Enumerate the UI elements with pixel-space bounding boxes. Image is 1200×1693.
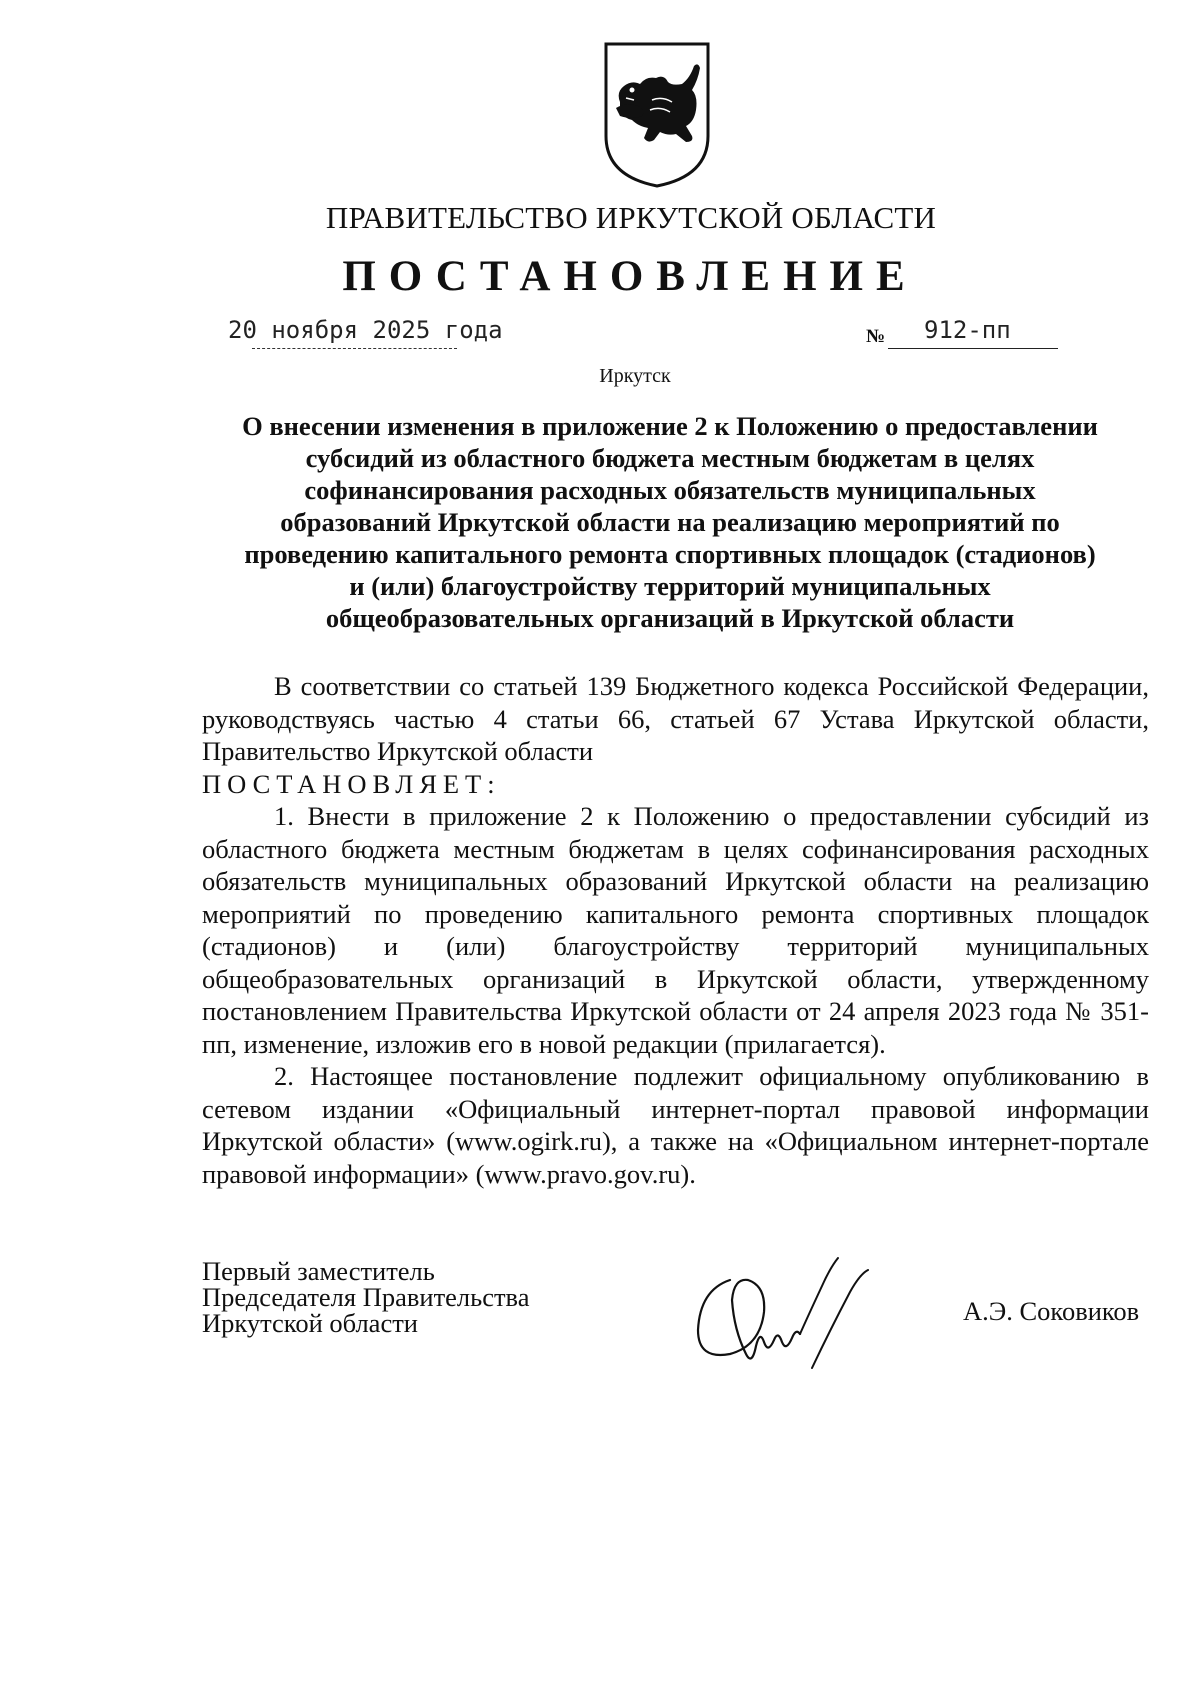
signer-name: А.Э. Соковиков	[963, 1296, 1140, 1326]
title-line: проведению капитального ремонта спортивных площадок (стадионов)	[244, 539, 1096, 569]
signatory-position-line: Иркутской области	[202, 1308, 418, 1338]
signatory-position-line: Первый заместитель	[202, 1256, 435, 1286]
handwritten-signature-icon	[690, 1250, 910, 1380]
number-underline	[888, 348, 1058, 349]
document-city: Иркутск	[599, 365, 671, 387]
signatory-position	[202, 1258, 530, 1336]
title-line: субсидий из областного бюджета местным бюджетам в целях	[305, 443, 1035, 473]
document-type: ПОСТАНОВЛЕНИЕ	[342, 253, 918, 300]
resolves-heading: ПОСТАНОВЛЯЕТ:	[202, 768, 501, 799]
title-line: общеобразовательных организаций в Иркутской области	[325, 603, 1015, 633]
signatory-position-line: Председателя Правительства	[202, 1282, 530, 1312]
date-underline	[252, 348, 457, 349]
document-date: 20 ноября 2025 года	[228, 316, 503, 344]
document-body	[202, 670, 1149, 1190]
preamble-paragraph: В соответствии со статьей 139 Бюджетного кодекса Российской Федерации, руководствуясь частью 4 статьи 66, статьей 67 Устава Иркутской области, Правительство Иркутской области	[202, 671, 1149, 766]
document-number: 912-пп	[924, 316, 1011, 344]
title-line: софинансирования расходных обязательств муниципальных	[304, 475, 1036, 505]
clause-2: 2. Настоящее постановление подлежит официальному опубликованию в сетевом издании «Официальный интернет-портал правовой информации Иркутской области» (www.ogirk.ru), а также на «Официальном интернет-портале правовой информации» (www.pravo.gov.ru).	[202, 1061, 1149, 1189]
title-line: О внесении изменения в приложение 2 к Положению о предоставлении	[242, 411, 1098, 441]
title-line: образований Иркутской области на реализацию мероприятий по	[280, 507, 1060, 537]
clause-1: 1. Внести в приложение 2 к Положению о предоставлении субсидий из областного бюджета местным бюджетам в целях софинансирования расходных обязательств муниципальных образований Иркутской области на реализацию мероприятий по проведению капитального ремонта спортивных площадок (стадионов) и (или) благоустройству территорий муниципальных общеобразовательных организаций в Иркутской области, утвержденному постановлением Правительства Иркутской области от 24 апреля 2023 года № 351-пп, изменение, изложив его в новой редакции (прилагается).	[202, 801, 1149, 1059]
irkutsk-coat-of-arms-icon	[602, 40, 712, 190]
document-title	[200, 410, 1140, 634]
title-line: и (или) благоустройству территорий муниципальных	[349, 571, 991, 601]
number-sign: №	[866, 326, 886, 347]
government-name: ПРАВИТЕЛЬСТВО ИРКУТСКОЙ ОБЛАСТИ	[325, 200, 937, 235]
